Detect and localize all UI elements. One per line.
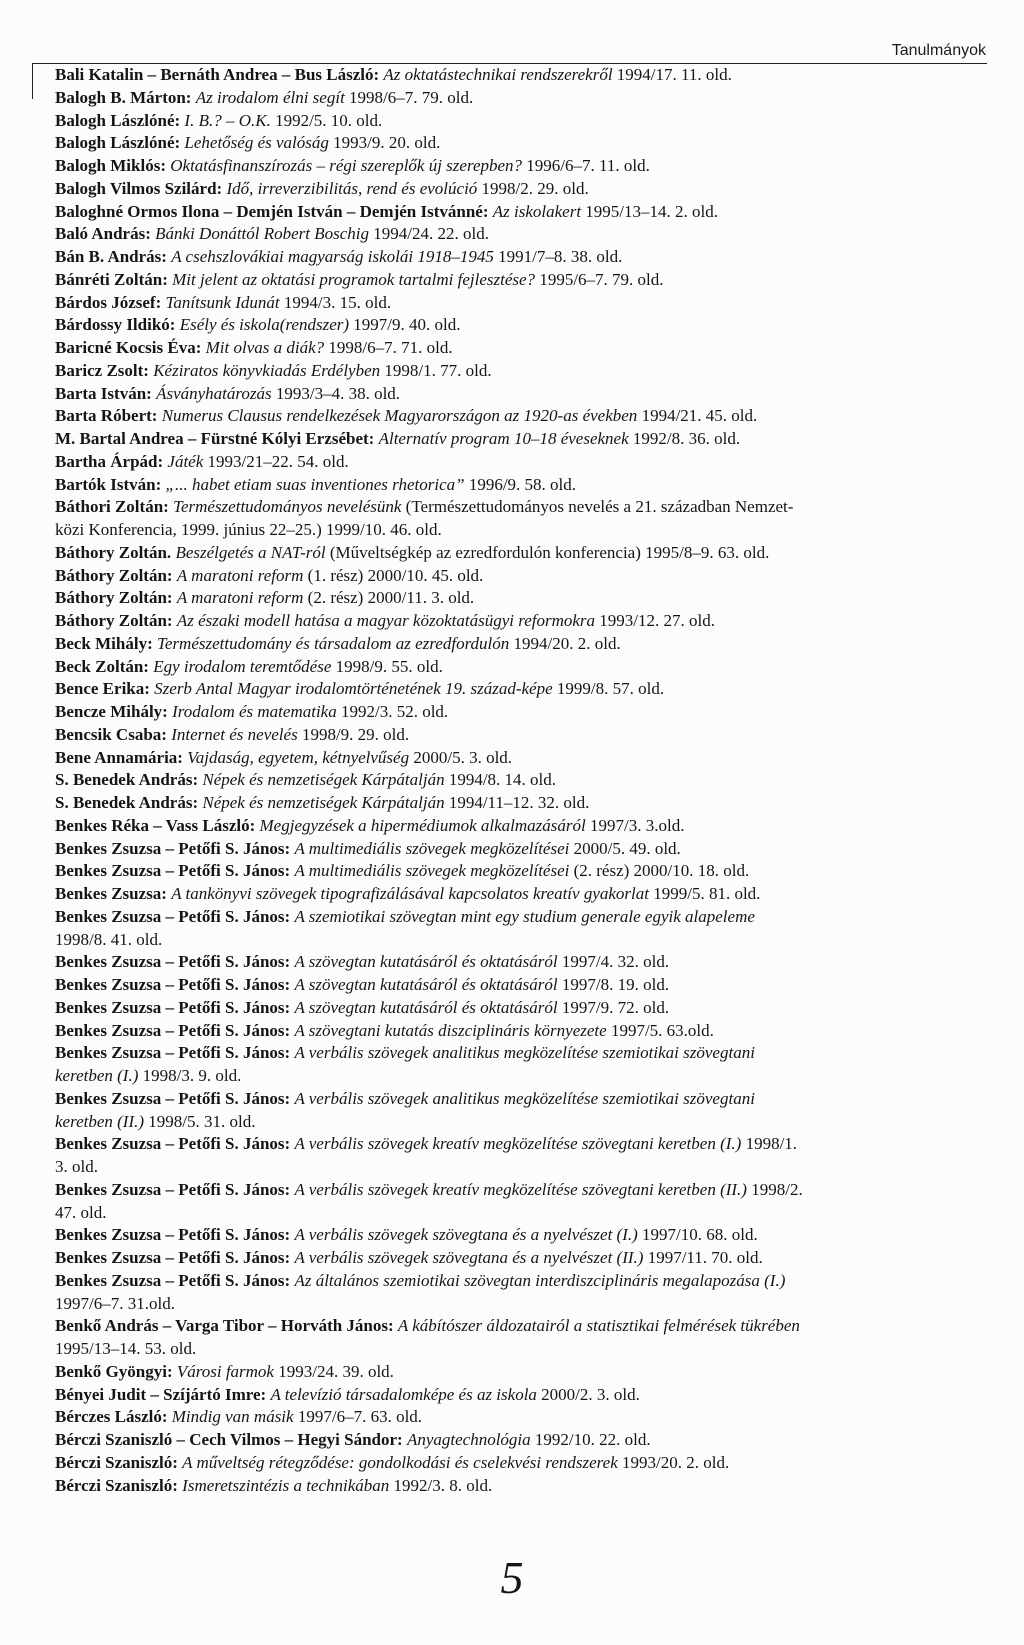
entry-author: Bencsik Csaba:: [55, 724, 167, 744]
entry-author: Bence Erika:: [55, 679, 150, 699]
entry-author: Bérczes László:: [55, 1407, 168, 1427]
entry-title: Kéziratos könyvkiadás Erdélyben: [153, 360, 381, 380]
bibliography-entry: [55, 1042, 985, 1088]
entry-author: Benkes Zsuzsa – Petőfi S. János:: [55, 975, 291, 994]
entry-author: Baló András:: [55, 224, 151, 244]
entry-author: Bene Annamária:: [55, 747, 183, 767]
entry-author: Benkes Zsuzsa – Petőfi S. János:: [55, 1225, 291, 1245]
entry-citation: 1995/13–14. 53. old.: [55, 1339, 197, 1358]
entry-citation: 2000/5. 49. old.: [573, 838, 681, 858]
entry-title: A szövegtani kutatás diszciplináris környezete: [294, 1020, 607, 1040]
entry-author: Benkes Zsuzsa – Petőfi S. János:: [55, 1179, 291, 1199]
entry-citation: 1997/3. 3.old.: [590, 815, 685, 835]
entry-citation: 1998/8. 41. old.: [55, 929, 163, 949]
entry-title: Egy irodalom teremtődése: [153, 656, 332, 676]
entry-title: Természettudomány és társadalom az ezredfordulón: [157, 633, 510, 653]
entry-author: Bánréti Zoltán:: [55, 269, 168, 289]
bibliography-entry: [55, 1406, 985, 1429]
bibliography-entry: [55, 610, 985, 633]
entry-citation: 1992/3. 8. old.: [393, 1475, 493, 1495]
entry-title: Bánki Donáttól Robert Boschig: [155, 224, 370, 244]
entry-citation: 1994/8. 14. old.: [448, 770, 557, 790]
bibliography-entry: [55, 656, 985, 679]
entry-citation: 1993/20. 2. old.: [622, 1452, 730, 1472]
entry-citation: 1998/5. 31. old.: [148, 1111, 256, 1131]
entry-author: Benkes Zsuzsa – Petőfi S. János:: [55, 1270, 291, 1290]
entry-citation: (2. rész) 2000/11. 3. old.: [307, 588, 475, 608]
entry-title: A tankönyvi szövegek tipografizálásával kapcsolatos kreatív gyakorlat: [171, 884, 649, 903]
entry-title: A verbális szövegek kreatív megközelítése szövegtani keretben (I.): [294, 1134, 742, 1154]
entry-title: A szövegtan kutatásáról és oktatásáról: [294, 997, 558, 1017]
entry-title: Az északi modell hatása a magyar közoktatásügyi reformokra: [176, 611, 596, 630]
bibliography-entry: [55, 269, 985, 292]
entry-citation: 1997/6–7. 63. old.: [297, 1407, 423, 1427]
entry-title: Tanítsunk Idunát: [165, 292, 280, 312]
bibliography-entry: [55, 747, 985, 770]
entry-author: Balogh Vilmos Szilárd:: [55, 178, 223, 198]
entry-citation: 1997/5. 63.old.: [610, 1020, 714, 1040]
bibliography-entry: [55, 678, 985, 701]
entry-title: Beszélgetés a NAT-ról: [175, 542, 326, 562]
entry-author: Bérczi Szaniszló – Cech Vilmos – Hegyi Sándor:: [55, 1430, 403, 1449]
bibliography-entry: [55, 701, 985, 724]
bibliography-entry: [55, 64, 985, 87]
entry-citation: 1997/6–7. 31.old.: [55, 1293, 175, 1313]
bibliography-entry: [55, 201, 985, 224]
entry-citation: 1998/3. 9. old.: [142, 1066, 242, 1085]
entry-citation: 1993/12. 27. old.: [599, 611, 715, 630]
bibliography-entry: [55, 87, 985, 110]
bibliography-entry: [55, 1452, 985, 1475]
entry-author: Bárdos József:: [55, 292, 162, 312]
entry-title: Vajdaság, egyetem, kétnyelvűség: [187, 747, 410, 767]
entry-title: A multimediális szövegek megközelítései: [294, 861, 570, 881]
section-title: Tanulmányok: [891, 42, 986, 59]
entry-citation: 1997/10. 68. old.: [642, 1225, 758, 1245]
entry-author: Bárdossy Ildikó:: [55, 315, 176, 335]
entry-author: Bényei Judit – Szíjártó Imre:: [55, 1384, 267, 1404]
entry-citation: 1998/9. 55. old.: [335, 656, 443, 676]
entry-author: Báthori Zoltán:: [55, 497, 169, 517]
entry-citation: 1994/21. 45. old.: [641, 406, 758, 426]
bibliography-list: [55, 64, 985, 1497]
entry-title: Idő, irreverzibilitás, rend és evolúció: [226, 178, 478, 198]
bibliography-entry: [55, 1315, 985, 1361]
entry-author: Bencze Mihály:: [55, 702, 168, 721]
entry-title: A maratoni reform: [176, 588, 304, 608]
entry-title: A verbális szövegek szövegtana és a nyelvészet (I.): [294, 1225, 638, 1245]
entry-title: A verbális szövegek szövegtana és a nyelvészet (II.): [294, 1248, 644, 1267]
entry-author: Barta Róbert:: [55, 406, 158, 426]
entry-author: Benkes Zsuzsa – Petőfi S. János:: [55, 838, 291, 858]
entry-title: Oktatásfinanszírozás – régi szereplők új szerepben?: [170, 156, 523, 175]
entry-author: Bartók István:: [55, 474, 162, 494]
entry-citation: 1996/6–7. 11. old.: [526, 156, 650, 175]
entry-citation: 1997/8. 19. old.: [561, 975, 670, 994]
entry-author: Benkes Zsuzsa – Petőfi S. János:: [55, 997, 291, 1017]
bibliography-entry: [55, 587, 985, 610]
entry-title: Mindig van másik: [171, 1407, 294, 1427]
bibliography-entry: [55, 1429, 985, 1452]
bibliography-entry: [55, 383, 985, 406]
entry-citation: (1. rész) 2000/10. 45. old.: [307, 565, 484, 585]
entry-author: Bán B. András:: [55, 247, 167, 266]
entry-title: A szövegtan kutatásáról és oktatásáról: [294, 975, 558, 994]
entry-author: M. Bartal Andrea – Fürstné Kólyi Erzsébet:: [55, 429, 375, 448]
entry-title: A verbális szövegek analitikus megközelítése szemiotikai szövegtani keretben (I.): [55, 1043, 755, 1085]
bibliography-entry: [55, 132, 985, 155]
entry-title: I. B.? – O.K.: [184, 110, 271, 130]
entry-citation: 1993/9. 20. old.: [333, 133, 441, 153]
bibliography-entry: [55, 1361, 985, 1384]
entry-author: Benkes Zsuzsa – Petőfi S. János:: [55, 861, 291, 881]
bibliography-entry: [55, 769, 985, 792]
entry-citation: (2. rész) 2000/10. 18. old.: [573, 861, 750, 881]
entry-citation: 1997/9. 40. old.: [353, 315, 461, 335]
entry-citation: 1998/6–7. 71. old.: [328, 338, 453, 357]
entry-title: Megjegyzések a hipermédiumok alkalmazásáról: [259, 815, 586, 835]
bibliography-entry: [55, 405, 985, 428]
bibliography-entry: [55, 974, 985, 997]
entry-citation: 1993/24. 39. old.: [278, 1361, 394, 1381]
entry-title: Az irodalom élni segít: [195, 87, 345, 107]
entry-citation: (Műveltségkép az ezredfordulón konferencia) 1995/8–9. 63. old.: [329, 542, 770, 562]
entry-title: Népek és nemzetiségek Kárpátalján: [202, 770, 445, 790]
entry-author: Báthory Zoltán.: [55, 542, 172, 562]
entry-author: Benkes Zsuzsa – Petőfi S. János:: [55, 1134, 291, 1154]
entry-author: S. Benedek András:: [55, 793, 199, 812]
bibliography-entry: [55, 724, 985, 747]
bibliography-entry: [55, 565, 985, 588]
entry-citation: 1999/8. 57. old.: [556, 679, 665, 699]
entry-title: Természettudományos nevelésünk: [173, 497, 402, 517]
entry-author: Bartha Árpád:: [55, 451, 164, 471]
entry-title: Az oktatástechnikai rendszerekről: [383, 65, 613, 84]
entry-author: Balogh Miklós:: [55, 156, 166, 175]
entry-title: A verbális szövegek analitikus megközelítése szemiotikai szövegtani keretben (II.): [55, 1088, 755, 1131]
entry-title: A maratoni reform: [176, 565, 304, 585]
bibliography-entry: [55, 542, 985, 565]
bibliography-entry: [55, 337, 985, 360]
entry-citation: 1998/9. 29. old.: [301, 724, 410, 744]
bibliography-entry: [55, 292, 985, 315]
entry-author: Balogh Lászlóné:: [55, 133, 181, 153]
entry-author: S. Benedek András:: [55, 770, 199, 790]
entry-author: Balogh B. Márton:: [55, 87, 192, 107]
entry-title: Népek és nemzetiségek Kárpátalján: [202, 793, 445, 812]
entry-title: Szerb Antal Magyar irodalomtörténetének 19. század-képe: [154, 679, 553, 699]
bibliography-entry: [55, 1270, 985, 1316]
bibliography-entry: [55, 1475, 985, 1498]
bibliography-entry: [55, 246, 985, 269]
entry-author: Baloghné Ormos Ilona – Demjén István – Demjén Istvánné:: [55, 201, 489, 221]
bibliography-entry: [55, 428, 985, 451]
entry-citation: 1996/9. 58. old.: [468, 474, 577, 494]
entry-citation: 1998/6–7. 79. old.: [349, 87, 474, 107]
entry-citation: 1994/3. 15. old.: [283, 292, 392, 312]
entry-citation: 1992/10. 22. old.: [534, 1430, 651, 1449]
entry-citation: (Természettudományos nevelés a 21. században Nemzet- közi Konferencia, 1999. június 22–25.) 1999/10. 46. old.: [55, 497, 794, 539]
bibliography-entry: [55, 178, 985, 201]
entry-title: Mit olvas a diák?: [205, 338, 325, 357]
entry-author: Baricné Kocsis Éva:: [55, 338, 202, 357]
entry-citation: 1992/5. 10. old.: [275, 110, 383, 130]
entry-citation: 1991/7–8. 38. old.: [498, 247, 623, 266]
bibliography-entry: [55, 496, 985, 542]
bibliography-entry: [55, 860, 985, 883]
entry-title: A verbális szövegek kreatív megközelítése szövegtani keretben (II.): [294, 1179, 747, 1199]
entry-citation: 1994/20. 2. old.: [513, 633, 621, 653]
entry-author: Benkes Réka – Vass László:: [55, 815, 256, 835]
bibliography-entry: [55, 360, 985, 383]
bibliography-entry: [55, 633, 985, 656]
entry-title: Numerus Clausus rendelkezések Magyarországon az 1920-as években: [161, 406, 638, 426]
entry-author: Benkes Zsuzsa – Petőfi S. János:: [55, 906, 291, 926]
entry-citation: 2000/2. 3. old.: [541, 1384, 640, 1404]
bibliography-entry: [55, 155, 985, 178]
bibliography-entry: [55, 223, 985, 246]
entry-citation: 1992/3. 52. old.: [340, 702, 449, 721]
entry-author: Benkes Zsuzsa – Petőfi S. János:: [55, 1248, 291, 1267]
entry-title: A műveltség rétegződése: gondolkodási és cselekvési rendszerek: [182, 1452, 618, 1472]
entry-citation: 1992/8. 36. old.: [632, 429, 741, 448]
entry-author: Beck Mihály:: [55, 633, 153, 653]
bibliography-entry: [55, 792, 985, 815]
entry-citation: 1997/11. 70. old.: [647, 1248, 763, 1267]
bibliography-entry: [55, 815, 985, 838]
entry-author: Benkő András – Varga Tibor – Horváth János:: [55, 1316, 394, 1336]
entry-title: Esély és iskola(rendszer): [179, 315, 350, 335]
entry-title: Lehetőség és valóság: [184, 133, 329, 153]
bibliography-entry: [55, 1384, 985, 1407]
entry-author: Bérczi Szaniszló:: [55, 1475, 178, 1495]
entry-author: Barta István:: [55, 383, 152, 403]
bibliography-entry: [55, 451, 985, 474]
entry-author: Báthory Zoltán:: [55, 565, 173, 585]
entry-author: Benkes Zsuzsa – Petőfi S. János:: [55, 1043, 291, 1063]
entry-title: Ásványhatározás: [156, 383, 272, 403]
entry-title: Városi farmok: [176, 1361, 274, 1381]
entry-title: A kábítószer áldozatairól a statisztikai felmérések tükrében: [397, 1316, 800, 1336]
bibliography-entry: [55, 1247, 985, 1270]
entry-citation: 1998/2. 47. old.: [55, 1179, 803, 1222]
entry-citation: 1995/13–14. 2. old.: [585, 201, 718, 221]
page-number: 5: [500, 1552, 524, 1603]
entry-citation: 1994/11–12. 32. old.: [448, 793, 590, 812]
bibliography-entry: [55, 997, 985, 1020]
entry-author: Benkes Zsuzsa:: [55, 884, 167, 903]
entry-author: Báthory Zoltán:: [55, 611, 173, 630]
entry-citation: 1995/6–7. 79. old.: [539, 269, 664, 289]
entry-citation: 1994/24. 22. old.: [373, 224, 489, 244]
entry-citation: 2000/5. 3. old.: [413, 747, 513, 767]
entry-title: A szövegtan kutatásáról és oktatásáról: [294, 952, 558, 972]
entry-title: Az általános szemiotikai szövegtan interdiszciplináris megalapozása (I.): [294, 1270, 786, 1290]
entry-title: Ismeretszintézis a technikában: [182, 1475, 390, 1495]
entry-title: Játék: [167, 451, 204, 471]
bibliography-entry: [55, 838, 985, 861]
entry-title: A multimediális szövegek megközelítései: [294, 838, 570, 858]
entry-author: Báthory Zoltán:: [55, 588, 173, 608]
bibliography-entry: [55, 1020, 985, 1043]
bibliography-entry: [55, 474, 985, 497]
bibliography-entry: [55, 951, 985, 974]
bibliography-entry: [55, 1179, 985, 1225]
entry-title: „... habet etiam suas inventiones rhetorica”: [165, 474, 465, 494]
bibliography-entry: [55, 1088, 985, 1134]
entry-citation: 1999/5. 81. old.: [653, 884, 761, 903]
bibliography-entry: [55, 1224, 985, 1247]
entry-title: Az iskolakert: [492, 201, 582, 221]
bibliography-entry: [55, 110, 985, 133]
entry-citation: 1998/1. 77. old.: [384, 360, 492, 380]
entry-citation: 1997/4. 32. old.: [561, 952, 670, 972]
entry-citation: 1993/21–22. 54. old.: [207, 451, 349, 471]
margin-rule: [32, 63, 33, 99]
bibliography-entry: [55, 1133, 985, 1179]
entry-author: Benkes Zsuzsa – Petőfi S. János:: [55, 952, 291, 972]
entry-title: Internet és nevelés: [171, 724, 298, 744]
bibliography-entry: [55, 314, 985, 337]
entry-author: Balogh Lászlóné:: [55, 110, 181, 130]
entry-citation: 1993/3–4. 38. old.: [275, 383, 401, 403]
entry-citation: 1997/9. 72. old.: [561, 997, 670, 1017]
entry-title: Irodalom és matematika: [172, 702, 337, 721]
bibliography-entry: [55, 906, 985, 952]
entry-title: A szemiotikai szövegtan mint egy studium generale egyik alapeleme: [294, 906, 755, 926]
entry-title: Alternatív program 10–18 éveseknek: [378, 429, 629, 448]
entry-citation: 1994/17. 11. old.: [616, 65, 732, 84]
entry-author: Benkes Zsuzsa – Petőfi S. János:: [55, 1088, 291, 1108]
entry-author: Benkes Zsuzsa – Petőfi S. János:: [55, 1020, 291, 1040]
entry-author: Baricz Zsolt:: [55, 360, 149, 380]
entry-author: Beck Zoltán:: [55, 656, 149, 676]
entry-title: Anyagtechnológia: [406, 1430, 531, 1449]
entry-citation: 1998/2. 29. old.: [481, 178, 589, 198]
entry-citation: 1998/1. 3. old.: [55, 1134, 798, 1176]
bibliography-entry: [55, 883, 985, 906]
entry-author: Bérczi Szaniszló:: [55, 1452, 178, 1472]
entry-author: Benkő Gyöngyi:: [55, 1361, 173, 1381]
entry-title: A csehszlovákiai magyarság iskolái 1918–1945: [171, 247, 494, 266]
entry-title: A televízió társadalomképe és az iskola: [270, 1384, 537, 1404]
entry-title: Mit jelent az oktatási programok tartalmi fejlesztése?: [172, 269, 536, 289]
entry-author: Bali Katalin – Bernáth Andrea – Bus László:: [55, 65, 380, 84]
